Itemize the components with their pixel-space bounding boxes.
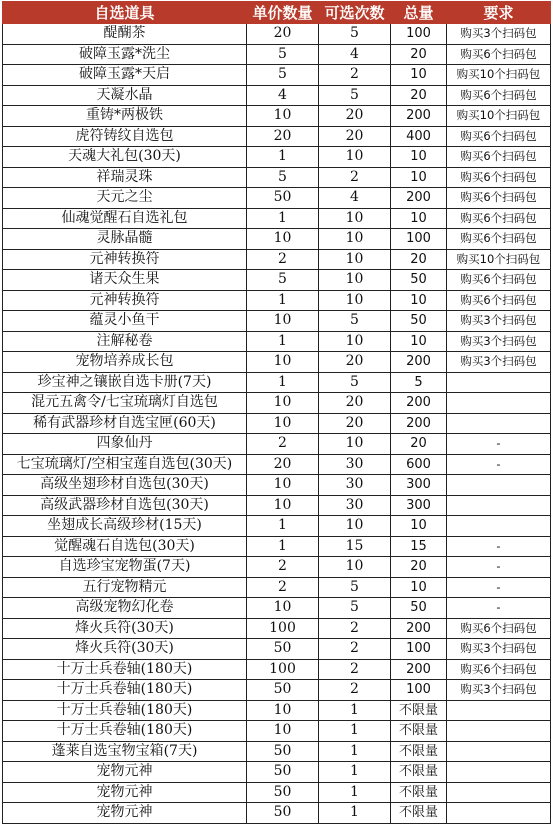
selectable-times-cell: 10 [319, 249, 391, 270]
total-cell: 100 [391, 24, 447, 45]
table-row [3, 44, 551, 65]
unit-quantity-cell: 1 [247, 208, 319, 229]
item-name-cell: 高级宠物幻化卷 [3, 598, 247, 619]
requirement-cell: 购买10个扫码包 [447, 106, 551, 127]
table-row [3, 762, 551, 783]
unit-quantity-cell: 50 [247, 188, 319, 209]
unit-quantity-cell: 2 [247, 577, 319, 598]
table-row [3, 372, 551, 393]
requirement-cell: 购买6个扫码包 [447, 167, 551, 188]
header-selectable-times: 可选次数 [319, 2, 391, 24]
requirement-cell: 购买3个扫码包 [447, 311, 551, 332]
item-name-cell: 十万士兵卷轴(180天) [3, 700, 247, 721]
unit-quantity-cell: 20 [247, 454, 319, 475]
selectable-times-cell: 10 [319, 208, 391, 229]
total-cell: 50 [391, 270, 447, 291]
item-name-cell: 四象仙丹 [3, 434, 247, 455]
table-row [3, 454, 551, 475]
item-name-cell: 高级坐翅珍材自选包(30天) [3, 475, 247, 496]
unit-quantity-cell: 100 [247, 618, 319, 639]
table-row [3, 495, 551, 516]
requirement-cell [447, 762, 551, 783]
table-row [3, 639, 551, 660]
selectable-times-cell: 2 [319, 167, 391, 188]
unit-quantity-cell: 1 [247, 290, 319, 311]
total-cell: 10 [391, 65, 447, 86]
unit-quantity-cell: 50 [247, 741, 319, 762]
total-cell: 50 [391, 311, 447, 332]
table-row [3, 229, 551, 250]
selectable-times-cell: 10 [319, 516, 391, 537]
requirement-cell [447, 721, 551, 742]
requirement-cell [447, 495, 551, 516]
total-cell: 不限量 [391, 721, 447, 742]
item-name-cell: 元神转换符 [3, 290, 247, 311]
total-cell: 200 [391, 618, 447, 639]
item-name-cell: 蓬莱自选宝物宝箱(7天) [3, 741, 247, 762]
table-row [3, 331, 551, 352]
table-row [3, 741, 551, 762]
requirement-cell [447, 475, 551, 496]
requirement-cell: 购买6个扫码包 [447, 659, 551, 680]
total-cell: 20 [391, 249, 447, 270]
unit-quantity-cell: 1 [247, 516, 319, 537]
total-cell: 10 [391, 208, 447, 229]
item-name-cell: 元神转换符 [3, 249, 247, 270]
requirement-cell [447, 741, 551, 762]
requirement-cell: 购买10个扫码包 [447, 65, 551, 86]
table-row [3, 24, 551, 45]
selectable-times-cell: 1 [319, 741, 391, 762]
unit-quantity-cell: 20 [247, 126, 319, 147]
item-name-cell: 混元五禽令/七宝琉璃灯自选包 [3, 393, 247, 414]
item-name-cell: 宠物元神 [3, 762, 247, 783]
unit-quantity-cell: 2 [247, 557, 319, 578]
item-name-cell: 十万士兵卷轴(180天) [3, 659, 247, 680]
selectable-times-cell: 20 [319, 106, 391, 127]
total-cell: 300 [391, 475, 447, 496]
item-name-cell: 注解秘卷 [3, 331, 247, 352]
total-cell: 100 [391, 680, 447, 701]
selectable-times-cell: 30 [319, 454, 391, 475]
total-cell: 10 [391, 577, 447, 598]
total-cell: 不限量 [391, 700, 447, 721]
unit-quantity-cell: 2 [247, 434, 319, 455]
table-row [3, 700, 551, 721]
table-row [3, 577, 551, 598]
item-name-cell: 仙魂觉醒石自选礼包 [3, 208, 247, 229]
header-requirement: 要求 [447, 2, 551, 24]
header-total: 总量 [391, 2, 447, 24]
table-row [3, 290, 551, 311]
requirement-cell: - [447, 536, 551, 557]
table-row [3, 782, 551, 803]
table-row [3, 659, 551, 680]
table-row [3, 598, 551, 619]
table-row [3, 167, 551, 188]
table-row [3, 270, 551, 291]
selectable-times-cell: 10 [319, 331, 391, 352]
requirement-cell [447, 413, 551, 434]
total-cell: 不限量 [391, 782, 447, 803]
requirement-cell: 购买6个扫码包 [447, 188, 551, 209]
unit-quantity-cell: 10 [247, 106, 319, 127]
unit-quantity-cell: 20 [247, 24, 319, 45]
unit-quantity-cell: 10 [247, 393, 319, 414]
unit-quantity-cell: 10 [247, 352, 319, 373]
table-row [3, 475, 551, 496]
selectable-times-cell: 10 [319, 229, 391, 250]
requirement-cell [447, 372, 551, 393]
total-cell: 20 [391, 434, 447, 455]
selectable-times-cell: 20 [319, 126, 391, 147]
total-cell: 10 [391, 290, 447, 311]
item-name-cell: 宠物培养成长包 [3, 352, 247, 373]
selectable-times-cell: 20 [319, 352, 391, 373]
unit-quantity-cell: 1 [247, 331, 319, 352]
total-cell: 100 [391, 639, 447, 660]
unit-quantity-cell: 10 [247, 721, 319, 742]
item-name-cell: 十万士兵卷轴(180天) [3, 721, 247, 742]
selectable-times-cell: 2 [319, 65, 391, 86]
selectable-times-cell: 15 [319, 536, 391, 557]
requirement-cell: 购买6个扫码包 [447, 126, 551, 147]
selectable-times-cell: 1 [319, 700, 391, 721]
unit-quantity-cell: 5 [247, 270, 319, 291]
table-row [3, 393, 551, 414]
total-cell: 20 [391, 557, 447, 578]
total-cell: 10 [391, 516, 447, 537]
item-name-cell: 高级武器珍材自选包(30天) [3, 495, 247, 516]
unit-quantity-cell: 10 [247, 475, 319, 496]
unit-quantity-cell: 1 [247, 536, 319, 557]
unit-quantity-cell: 4 [247, 85, 319, 106]
total-cell: 15 [391, 536, 447, 557]
requirement-cell: 购买3个扫码包 [447, 24, 551, 45]
requirement-cell: - [447, 557, 551, 578]
item-name-cell: 天元之尘 [3, 188, 247, 209]
table-body [3, 24, 551, 824]
unit-quantity-cell: 1 [247, 147, 319, 168]
total-cell: 20 [391, 85, 447, 106]
total-cell: 50 [391, 598, 447, 619]
item-name-cell: 五行宠物精元 [3, 577, 247, 598]
selectable-times-cell: 10 [319, 557, 391, 578]
header-item: 自选道具 [3, 2, 247, 24]
table-row [3, 106, 551, 127]
item-name-cell: 蕴灵小鱼干 [3, 311, 247, 332]
total-cell: 200 [391, 393, 447, 414]
unit-quantity-cell: 5 [247, 65, 319, 86]
selectable-times-cell: 30 [319, 475, 391, 496]
requirement-cell: 购买3个扫码包 [447, 352, 551, 373]
requirement-cell: 购买6个扫码包 [447, 44, 551, 65]
item-name-cell: 灵脉晶髓 [3, 229, 247, 250]
selectable-times-cell: 2 [319, 639, 391, 660]
requirement-cell: - [447, 434, 551, 455]
total-cell: 10 [391, 331, 447, 352]
requirement-cell: 购买3个扫码包 [447, 639, 551, 660]
requirement-cell: 购买6个扫码包 [447, 85, 551, 106]
unit-quantity-cell: 5 [247, 167, 319, 188]
requirement-cell: 购买3个扫码包 [447, 680, 551, 701]
total-cell: 200 [391, 106, 447, 127]
requirement-cell [447, 700, 551, 721]
selectable-times-cell: 10 [319, 434, 391, 455]
table-row [3, 65, 551, 86]
total-cell: 100 [391, 229, 447, 250]
table-row [3, 557, 551, 578]
item-name-cell: 天魂大礼包(30天) [3, 147, 247, 168]
requirement-cell: 购买6个扫码包 [447, 270, 551, 291]
table-row [3, 680, 551, 701]
total-cell: 200 [391, 413, 447, 434]
total-cell: 10 [391, 167, 447, 188]
selectable-times-cell: 4 [319, 188, 391, 209]
table-row [3, 413, 551, 434]
item-name-cell: 自选珍宝宠物蛋(7天) [3, 557, 247, 578]
table-row [3, 311, 551, 332]
selectable-times-cell: 1 [319, 721, 391, 742]
item-name-cell: 重铸*两极铁 [3, 106, 247, 127]
item-name-cell: 觉醒魂石自选包(30天) [3, 536, 247, 557]
total-cell: 300 [391, 495, 447, 516]
unit-quantity-cell: 50 [247, 762, 319, 783]
selectable-times-cell: 30 [319, 495, 391, 516]
requirement-cell: - [447, 577, 551, 598]
unit-quantity-cell: 50 [247, 803, 319, 824]
total-cell: 不限量 [391, 803, 447, 824]
selectable-times-cell: 2 [319, 618, 391, 639]
selectable-times-cell: 10 [319, 270, 391, 291]
table-row [3, 126, 551, 147]
item-name-cell: 天凝水晶 [3, 85, 247, 106]
total-cell: 5 [391, 372, 447, 393]
total-cell: 10 [391, 147, 447, 168]
table-row [3, 188, 551, 209]
item-name-cell: 宠物元神 [3, 803, 247, 824]
selectable-times-cell: 2 [319, 680, 391, 701]
requirement-cell: 购买6个扫码包 [447, 618, 551, 639]
requirement-cell [447, 516, 551, 537]
selectable-times-cell: 5 [319, 311, 391, 332]
unit-quantity-cell: 100 [247, 659, 319, 680]
item-name-cell: 烽火兵符(30天) [3, 639, 247, 660]
unit-quantity-cell: 50 [247, 680, 319, 701]
item-name-cell: 虎符铸纹自选包 [3, 126, 247, 147]
table-row [3, 352, 551, 373]
requirement-cell: 购买10个扫码包 [447, 249, 551, 270]
item-name-cell: 破障玉露*天启 [3, 65, 247, 86]
table-row [3, 208, 551, 229]
requirement-cell: - [447, 598, 551, 619]
table-row [3, 721, 551, 742]
unit-quantity-cell: 5 [247, 44, 319, 65]
requirement-cell: 购买6个扫码包 [447, 208, 551, 229]
table-row [3, 249, 551, 270]
total-cell: 不限量 [391, 741, 447, 762]
selectable-times-cell: 1 [319, 782, 391, 803]
table-header-row [3, 2, 551, 24]
unit-quantity-cell: 1 [247, 372, 319, 393]
requirement-cell [447, 393, 551, 414]
selectable-times-cell: 10 [319, 290, 391, 311]
selectable-times-cell: 10 [319, 147, 391, 168]
item-name-cell: 宠物元神 [3, 782, 247, 803]
item-name-cell: 破障玉露*洗尘 [3, 44, 247, 65]
items-table [2, 1, 551, 824]
total-cell: 不限量 [391, 762, 447, 783]
item-name-cell: 醍醐茶 [3, 24, 247, 45]
item-name-cell: 坐翅成长高级珍材(15天) [3, 516, 247, 537]
item-name-cell: 七宝琉璃灯/空相宝莲自选包(30天) [3, 454, 247, 475]
total-cell: 200 [391, 352, 447, 373]
selectable-times-cell: 5 [319, 24, 391, 45]
unit-quantity-cell: 10 [247, 495, 319, 516]
table-row [3, 516, 551, 537]
selectable-times-cell: 1 [319, 762, 391, 783]
total-cell: 600 [391, 454, 447, 475]
table-row [3, 434, 551, 455]
unit-quantity-cell: 2 [247, 249, 319, 270]
unit-quantity-cell: 50 [247, 639, 319, 660]
item-name-cell: 稀有武器珍材自选宝匣(60天) [3, 413, 247, 434]
unit-quantity-cell: 10 [247, 229, 319, 250]
selectable-times-cell: 5 [319, 577, 391, 598]
total-cell: 200 [391, 659, 447, 680]
table-row [3, 536, 551, 557]
requirement-cell: 购买6个扫码包 [447, 290, 551, 311]
unit-quantity-cell: 10 [247, 413, 319, 434]
item-name-cell: 祥瑞灵珠 [3, 167, 247, 188]
item-name-cell: 十万士兵卷轴(180天) [3, 680, 247, 701]
unit-quantity-cell: 50 [247, 782, 319, 803]
requirement-cell [447, 782, 551, 803]
unit-quantity-cell: 10 [247, 598, 319, 619]
requirement-cell: 购买3个扫码包 [447, 331, 551, 352]
item-name-cell: 诸天众生果 [3, 270, 247, 291]
requirement-cell: - [447, 454, 551, 475]
table-row [3, 85, 551, 106]
item-name-cell: 珍宝神之镶嵌自选卡册(7天) [3, 372, 247, 393]
selectable-times-cell: 5 [319, 85, 391, 106]
total-cell: 20 [391, 44, 447, 65]
selectable-times-cell: 20 [319, 413, 391, 434]
table-row [3, 618, 551, 639]
requirement-cell: 购买6个扫码包 [447, 229, 551, 250]
selectable-times-cell: 2 [319, 659, 391, 680]
unit-quantity-cell: 10 [247, 311, 319, 332]
requirement-cell: 购买6个扫码包 [447, 147, 551, 168]
table-row [3, 147, 551, 168]
selectable-times-cell: 1 [319, 803, 391, 824]
selectable-times-cell: 5 [319, 598, 391, 619]
selectable-times-cell: 4 [319, 44, 391, 65]
item-name-cell: 烽火兵符(30天) [3, 618, 247, 639]
header-unit-quantity: 单价数量 [247, 2, 319, 24]
total-cell: 200 [391, 188, 447, 209]
selectable-times-cell: 5 [319, 372, 391, 393]
selectable-times-cell: 20 [319, 393, 391, 414]
unit-quantity-cell: 10 [247, 700, 319, 721]
total-cell: 400 [391, 126, 447, 147]
